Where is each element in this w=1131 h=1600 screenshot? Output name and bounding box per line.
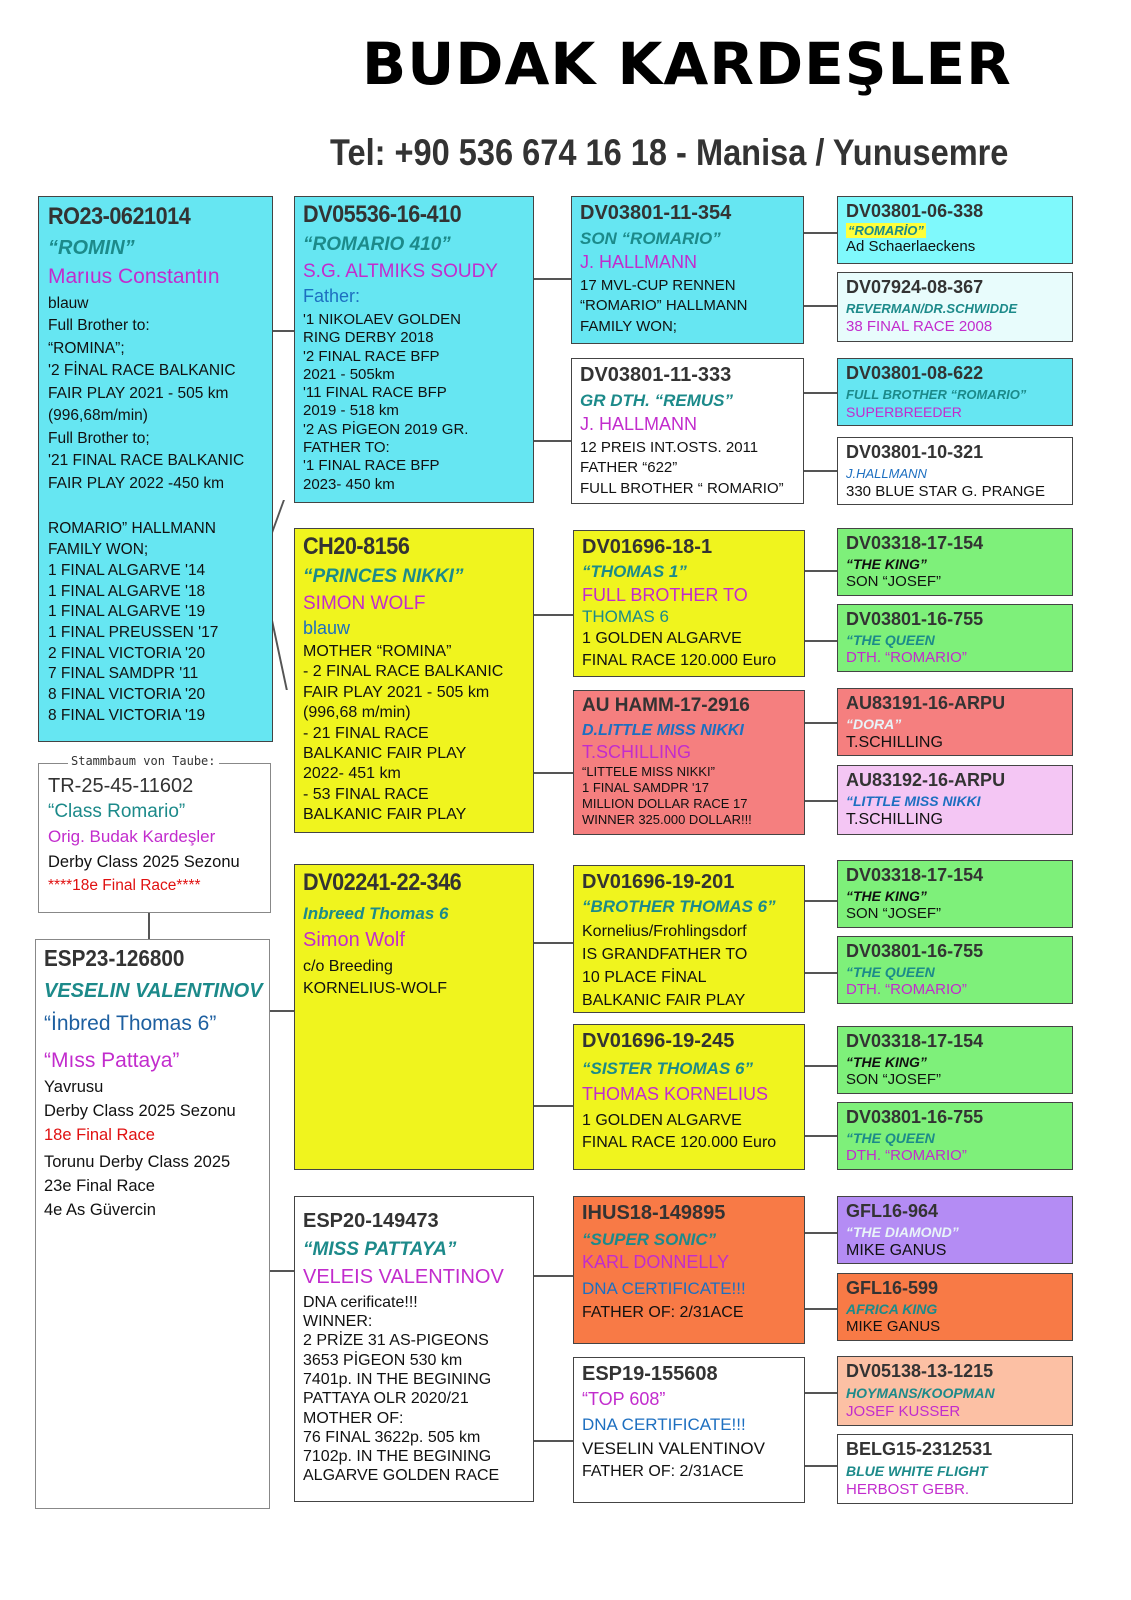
- info-line: 3653 PİGEON 530 km: [303, 1351, 463, 1369]
- great-grandparent-card: [837, 1196, 1073, 1264]
- ring-number: TR-25-45-11602: [48, 775, 194, 797]
- ring-number: ESP20-149473: [303, 1210, 439, 1232]
- info-line: '2 AS PİGEON 2019 GR.: [303, 420, 469, 438]
- info-line: FINAL RACE 120.000 Euro: [582, 1133, 777, 1151]
- parent-card: [294, 196, 534, 503]
- info-line: - 2 FINAL RACE BALKANIC: [303, 663, 504, 681]
- info-line: 23e Final Race: [44, 1176, 155, 1195]
- pigeon-card: [38, 196, 273, 742]
- pigeon-name: “LITTLE MISS NIKKI: [846, 792, 981, 809]
- info-line: Derby Class 2025 Sezonu: [48, 853, 240, 872]
- origin-line: Orig. Budak Kardeşler: [48, 826, 216, 846]
- pigeon-name: “THE QUEEN: [846, 631, 935, 648]
- connector-line: [805, 972, 837, 974]
- ring-number: DV03801-16-755: [846, 1107, 984, 1127]
- parent-card: [294, 864, 534, 1170]
- info-line: FAIR PLAY 2022 -450 km: [48, 474, 225, 492]
- great-grandparent-card: [837, 1273, 1073, 1341]
- info-line: SON “JOSEF”: [846, 1071, 942, 1089]
- great-grandparent-card: [837, 528, 1073, 596]
- great-grandparent-card: [837, 272, 1073, 342]
- pigeon-name: “MISS PATTAYA”: [303, 1239, 457, 1260]
- ring-number: BELG15-2312531: [846, 1439, 993, 1459]
- owner-name: T.SCHILLING: [582, 741, 692, 762]
- connector-line: [805, 1465, 837, 1467]
- pigeon-name: REVERMAN/DR.SCHWIDDE: [846, 300, 1018, 316]
- ring-number: DV01696-18-1: [582, 536, 713, 558]
- pigeon-name: SON “ROMARIO”: [580, 229, 721, 248]
- connector-line: [533, 614, 573, 616]
- ring-number: CH20-8156: [303, 533, 410, 560]
- great-grandparent-card: [837, 860, 1073, 928]
- owner-name: Marıus Constantın: [48, 264, 220, 288]
- info-line: 2023- 450 km: [303, 475, 395, 493]
- stammbaum-legend: Stammbaum von Taube:: [68, 754, 219, 768]
- pigeon-name: “THE QUEEN: [846, 1129, 935, 1146]
- info-line: T.SCHILLING: [846, 811, 943, 829]
- father-name: “İnbred Thomas 6”: [44, 1011, 217, 1035]
- info-line: Torunu Derby Class 2025: [44, 1152, 231, 1171]
- ring-number: AU HAMM-17-2916: [582, 695, 750, 716]
- final-line: ****18e Final Race****: [48, 876, 201, 894]
- ring-number: ESP23-126800: [44, 945, 185, 971]
- info-line: WINNER:: [303, 1313, 373, 1331]
- info-line: JOSEF KUSSER: [846, 1403, 961, 1421]
- info-line: SON “JOSEF”: [846, 573, 942, 591]
- owner-name: FULL BROTHER TO: [582, 585, 748, 606]
- pigeon-name: AFRICA KING: [846, 1300, 938, 1317]
- info-line: 12 PREIS INT.OSTS. 2011: [580, 438, 759, 456]
- info-line: blauw: [48, 294, 89, 312]
- info-line: 1 FINAL ALGARVE '14: [48, 561, 206, 579]
- info-line: SUPERBREEDER: [846, 404, 962, 421]
- owner-name: Simon Wolf: [303, 929, 405, 952]
- great-grandparent-card: [837, 1356, 1073, 1426]
- info-line: (996,68m/min): [48, 407, 148, 425]
- info-line: '2 FİNAL RACE BALKANIC: [48, 362, 236, 380]
- info-line: 1 FINAL ALGARVE '18: [48, 582, 206, 600]
- info-line: 1 FINAL ALGARVE '19: [48, 603, 206, 621]
- info-line: 1 FINAL PREUSSEN '17: [48, 624, 219, 641]
- owner-name-2: THOMAS 6: [582, 606, 669, 626]
- grandparent-card: [573, 1196, 805, 1344]
- info-line: MIKE GANUS: [846, 1242, 947, 1260]
- info-line: '21 FINAL RACE BALKANIC: [48, 452, 245, 470]
- owner-name: SIMON WOLF: [303, 592, 426, 614]
- info-line: RING DERBY 2018: [303, 329, 434, 347]
- info-line: 2021 - 505km: [303, 365, 395, 383]
- grandparent-card: [573, 690, 805, 835]
- info-line: BALKANIC FAIR PLAY: [303, 745, 467, 763]
- info-line: BALKANIC FAIR PLAY: [303, 806, 467, 824]
- info-line: FULL BROTHER “ ROMARIO”: [580, 479, 784, 497]
- info-line: FATHER OF: 2/31ACE: [582, 1304, 744, 1322]
- info-line: 330 BLUE STAR G. PRANGE: [846, 483, 1045, 501]
- connector-line: [272, 330, 294, 332]
- info-line: 7 FINAL SAMDPR '11: [48, 665, 199, 683]
- spacer: [48, 495, 263, 517]
- info-line: MOTHER OF:: [303, 1409, 404, 1427]
- info-line: 7401p. IN THE BEGINING: [303, 1370, 492, 1388]
- info-line: 17 MVL-CUP RENNEN: [580, 276, 736, 294]
- ring-number: DV07924-08-367: [846, 277, 984, 297]
- connector-line: [805, 1308, 837, 1310]
- owner-name: J. HALLMANN: [580, 414, 698, 435]
- info-heading: blauw: [303, 618, 351, 639]
- info-line: VESELIN VALENTINOV: [582, 1438, 765, 1458]
- ring-number: DV02241-22-346: [303, 869, 462, 896]
- info-line: 76 FINAL 3622p. 505 km: [303, 1428, 481, 1446]
- ring-number: DV03318-17-154: [846, 533, 984, 553]
- connector-line: [533, 772, 573, 774]
- pigeon-name: “SISTER THOMAS 6”: [582, 1059, 753, 1078]
- ring-number: AU83192-16-ARPU: [846, 770, 1006, 790]
- connector-line: [533, 278, 571, 280]
- info-line: DTH. “ROMARIO”: [846, 1147, 967, 1165]
- info-line: c/o Breeding: [303, 958, 393, 976]
- connector-line: [148, 912, 150, 940]
- final-line: 18e Final Race: [44, 1125, 155, 1144]
- pigeon-name: “DORA”: [846, 715, 902, 732]
- info-line: SON “JOSEF”: [846, 905, 942, 923]
- connector-line: [803, 305, 837, 307]
- info-line: KORNELIUS-WOLF: [303, 980, 448, 998]
- ring-number: IHUS18-149895: [582, 1202, 726, 1224]
- ring-number: GFL16-964: [846, 1201, 939, 1221]
- ring-number: GFL16-599: [846, 1278, 939, 1298]
- info-line: '1 FINAL RACE BFP: [303, 457, 440, 475]
- grandparent-card: [573, 1024, 805, 1170]
- ring-number: DV03801-11-333: [580, 364, 732, 386]
- info-line: (996,68 m/min): [303, 704, 411, 722]
- grandparent-card: [573, 865, 805, 1013]
- info-line: 8 FINAL VICTORIA '19: [48, 706, 206, 724]
- connector-line: [269, 1010, 295, 1012]
- info-line: DTH. “ROMARIO”: [846, 981, 967, 999]
- ring-number: DV01696-19-245: [582, 1030, 735, 1052]
- parent-card: [294, 1196, 534, 1502]
- ring-number: DV03801-08-622: [846, 363, 984, 383]
- info-line: '2 FINAL RACE BFP: [303, 347, 440, 365]
- pigeon-name: “PRINCES NIKKI”: [303, 565, 464, 587]
- info-line: “LITTELE MISS NIKKI”: [582, 763, 715, 779]
- connector-line: [805, 570, 837, 572]
- info-line: 2019 - 518 km: [303, 402, 399, 420]
- info-line: IS GRANDFATHER TO: [582, 946, 748, 964]
- connector-line: [805, 640, 837, 642]
- ring-number: DV05536-16-410: [303, 201, 462, 228]
- connector-line: [803, 470, 837, 472]
- connector-line: [805, 1065, 837, 1067]
- pigeon-name: HOYMANS/KOOPMAN: [846, 1384, 995, 1401]
- connector-line: [269, 1270, 295, 1272]
- ring-number: DV01696-19-201: [582, 871, 735, 893]
- pigeon-name: “THOMAS 1”: [582, 562, 687, 581]
- info-line: “ROMINA”;: [48, 339, 125, 357]
- info-line: “ROMARIO” HALLMANN: [580, 297, 748, 315]
- great-grandparent-card: [837, 688, 1073, 756]
- connector-line: [533, 1440, 573, 1442]
- info-line: FAIR PLAY 2021 - 505 km: [303, 683, 490, 701]
- info-line: DNA cerificate!!!: [303, 1293, 418, 1311]
- connector-line: [805, 722, 837, 724]
- pigeon-name: “TOP 608”: [582, 1389, 666, 1409]
- connector-line: [533, 942, 573, 944]
- info-line: 1 GOLDEN ALGARVE: [582, 630, 742, 648]
- owner-name: KARL DONNELLY: [582, 1252, 730, 1273]
- info-line: '11 FINAL RACE BFP: [303, 384, 447, 402]
- info-line: FINAL RACE 120.000 Euro: [582, 651, 777, 669]
- dna-certificate: DNA CERTIFICATE!!!: [582, 1278, 746, 1298]
- grandparent-card: [571, 196, 804, 344]
- info-line: PATTAYA OLR 2020/21: [303, 1390, 469, 1408]
- ring-number: DV03801-06-338: [846, 201, 984, 221]
- pigeon-name: “THE KING”: [846, 887, 927, 904]
- connector-line: [533, 1275, 573, 1277]
- connector-line: [805, 1392, 837, 1394]
- pigeon-name: “BROTHER THOMAS 6”: [582, 897, 776, 916]
- connector-line: [805, 1135, 837, 1137]
- stammbaum-card: [38, 763, 271, 913]
- owner-name: J. HALLMANN: [580, 252, 698, 273]
- dna-certificate: DNA CERTIFICATE!!!: [582, 1414, 746, 1434]
- page-title: BUDAK KARDEŞLER: [362, 30, 1012, 98]
- info-heading: Father:: [303, 286, 361, 307]
- connector-line: [803, 392, 837, 394]
- info-line: DTH. “ROMARIO”: [846, 649, 967, 667]
- connector-line: [533, 1105, 573, 1107]
- ring-number: DV03801-11-354: [580, 202, 732, 224]
- offspring-card: [35, 939, 270, 1509]
- great-grandparent-card: [837, 437, 1073, 505]
- pigeon-name: Inbreed Thomas 6: [303, 903, 449, 923]
- grandparent-card: [573, 530, 805, 677]
- great-grandparent-card: [837, 358, 1073, 426]
- pigeon-name: “ROMARİO”: [848, 222, 924, 238]
- info-line: FAMILY WON;: [580, 317, 677, 335]
- pigeon-name: “THE KING”: [846, 555, 927, 572]
- pigeon-name: “ROMARIO 410”: [303, 233, 451, 255]
- great-grandparent-card: [837, 604, 1073, 672]
- parent-card: [294, 528, 534, 833]
- great-grandparent-card: [837, 1026, 1073, 1094]
- mother-name: “Mıss Pattaya”: [44, 1048, 180, 1072]
- great-grandparent-card: [837, 196, 1073, 264]
- info-line: 1 GOLDEN ALGARVE: [582, 1111, 742, 1129]
- connector-line: [805, 900, 837, 902]
- great-grandparent-card: [837, 1102, 1073, 1170]
- pigeon-name: FULL BROTHER “ROMARIO”: [846, 386, 1027, 402]
- info-line: FATHER OF: 2/31ACE: [582, 1463, 744, 1481]
- owner-name: S.G. ALTMIKS SOUDY: [303, 260, 498, 282]
- info-line: FATHER TO:: [303, 439, 390, 457]
- info-line: Derby Class 2025 Sezonu: [44, 1101, 236, 1120]
- info-line: HERBOST GEBR.: [846, 1481, 970, 1499]
- pigeon-name: “THE KING”: [846, 1053, 927, 1070]
- info-line: FAMILY WON;: [48, 541, 149, 559]
- ring-number: DV05138-13-1215: [846, 1361, 994, 1381]
- ring-number: DV03318-17-154: [846, 865, 984, 885]
- info-line: - 53 FINAL RACE: [303, 785, 429, 803]
- info-line: 1 FINAL SAMDPR '17: [582, 779, 709, 795]
- info-line: 8 FINAL VICTORIA '20: [48, 686, 206, 704]
- connector-line: [803, 232, 837, 234]
- info-line: BALKANIC FAIR PLAY: [582, 992, 746, 1010]
- ring-number: AU83191-16-ARPU: [846, 693, 1006, 713]
- info-line: Full Brother to:: [48, 317, 150, 335]
- pigeon-name: D.LITTLE MISS NIKKI: [582, 721, 744, 739]
- info-line: 7102p. IN THE BEGINING: [303, 1448, 492, 1466]
- pigeon-name: “THE DIAMOND”: [846, 1223, 959, 1240]
- contact-phone: Tel: +90 536 674 16 18 - Manisa / Yunusemre: [330, 132, 1009, 173]
- info-line: - 21 FINAL RACE: [303, 724, 429, 742]
- pigeon-name: J.HALLMANN: [846, 465, 927, 481]
- info-line: MIKE GANUS: [846, 1318, 941, 1336]
- info-line: '1 NIKOLAEV GOLDEN: [303, 310, 461, 328]
- pigeon-name: “THE QUEEN: [846, 963, 935, 980]
- grandparent-card: [571, 358, 804, 504]
- great-grandparent-card: [837, 936, 1073, 1004]
- info-line: MILLION DOLLAR RACE 17: [582, 795, 748, 811]
- info-line: ROMARIO” HALLMANN: [48, 520, 216, 538]
- ring-number: DV03801-16-755: [846, 609, 984, 629]
- pigeon-name: GR DTH. “REMUS”: [580, 391, 733, 410]
- pigeon-name: “Class Romario”: [48, 801, 186, 822]
- info-line: 2 PRİZE 31 AS-PIGEONS: [303, 1332, 489, 1350]
- info-line: Ad Schaerlaeckens: [846, 238, 976, 256]
- connector-line: [533, 440, 571, 442]
- info-line: 4e As Güvercin: [44, 1200, 156, 1219]
- info-line: FATHER “622”: [580, 459, 678, 477]
- info-line: 38 FINAL RACE 2008: [846, 318, 993, 336]
- grandparent-card: [573, 1357, 805, 1503]
- ring-number: DV03801-16-755: [846, 941, 984, 961]
- info-line: 2 FINAL VICTORIA '20: [48, 644, 206, 662]
- owner-name: THOMAS KORNELIUS: [582, 1084, 769, 1105]
- owner-name: VESELIN VALENTINOV: [44, 979, 263, 1002]
- ring-number: RO23-0621014: [48, 203, 191, 230]
- info-line: Full Brother to;: [48, 429, 150, 447]
- pigeon-name: BLUE WHITE FLIGHT: [846, 1462, 988, 1479]
- info-line: 2022- 451 km: [303, 765, 401, 783]
- owner-name: VELEIS VALENTINOV: [303, 1265, 504, 1288]
- info-line: WINNER 325.000 DOLLAR!!!: [582, 811, 752, 827]
- pigeon-name: “SUPER SONIC”: [582, 1230, 717, 1249]
- info-line: Yavrusu: [44, 1077, 104, 1096]
- info-line: FAIR PLAY 2021 - 505 km: [48, 384, 229, 402]
- ring-number: DV03801-10-321: [846, 442, 984, 462]
- info-line: ALGARVE GOLDEN RACE: [303, 1467, 500, 1485]
- ring-number: ESP19-155608: [582, 1363, 718, 1385]
- info-line: MOTHER “ROMINA”: [303, 642, 452, 660]
- great-grandparent-card: [837, 1434, 1073, 1504]
- info-line: 10 PLACE FİNAL: [582, 969, 707, 987]
- info-line: Kornelius/Frohlingsdorf: [582, 923, 747, 941]
- connector-line: [805, 800, 837, 802]
- info-line: T.SCHILLING: [846, 734, 943, 752]
- connector-line: [805, 1232, 837, 1234]
- ring-number: DV03318-17-154: [846, 1031, 984, 1051]
- pigeon-name: “ROMIN”: [48, 236, 135, 259]
- great-grandparent-card: [837, 765, 1073, 835]
